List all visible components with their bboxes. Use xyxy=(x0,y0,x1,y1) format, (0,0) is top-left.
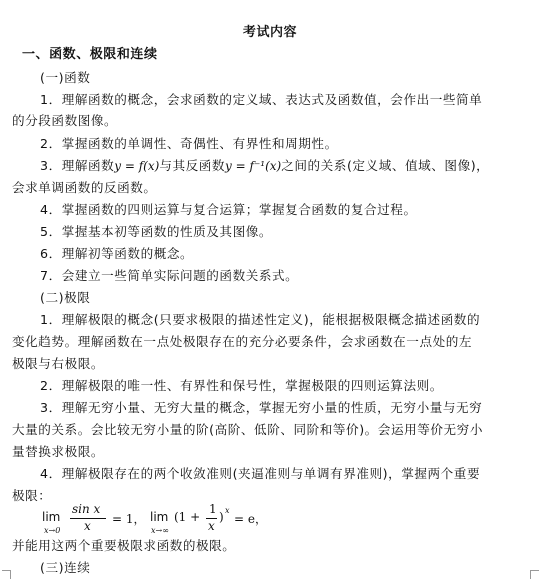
fraction-denominator: x xyxy=(84,519,91,533)
paragraph-line: 7．会建立一些简单实际问题的函数关系式。 xyxy=(40,268,299,283)
paragraph-line: 量替换求极限。 xyxy=(12,444,105,459)
paragraph-line: 1．理解极限的概念(只要求极限的描述性定义)，能根据极限概念描述函数的 xyxy=(40,312,481,327)
page-title: 考试内容 xyxy=(242,25,298,40)
paragraph-line: 4．掌握函数的四则运算与复合运算；掌握复合函数的复合过程。 xyxy=(40,202,417,217)
paragraph-line: 3．理解无穷小量、无穷大量的概念，掌握无穷小量的性质，无穷小量与无穷 xyxy=(40,400,483,415)
fraction-numerator: sin x xyxy=(72,502,101,516)
paragraph-line: 会求单调函数的反函数。 xyxy=(12,180,157,195)
math-expression: y = f⁻¹(x) xyxy=(225,159,282,173)
paragraph-line: 极限： xyxy=(12,488,52,503)
paragraph-line xyxy=(40,158,540,174)
lim-operator: lim xyxy=(150,510,169,524)
text-span: 之间的关系(定义域、值域、图像)， xyxy=(281,158,490,173)
limit-formula xyxy=(42,502,342,534)
page-corner-mark xyxy=(530,570,539,579)
lim-subscript: x→0 xyxy=(44,526,61,535)
equals-e: = e， xyxy=(234,512,267,526)
text-span: 3．理解函数 xyxy=(40,158,115,173)
fraction-denominator: x xyxy=(208,519,215,533)
fraction-numerator: 1 xyxy=(209,502,217,516)
subsection-heading: (一)函数 xyxy=(40,70,91,85)
text-span: 与其反函数 xyxy=(159,158,226,173)
paragraph-line: 变化趋势。理解函数在一点处极限存在的充分必要条件，会求函数在一点处的左 xyxy=(12,334,473,349)
paragraph-line: 2．掌握函数的单调性、奇偶性、有界性和周期性。 xyxy=(40,136,338,151)
subsection-heading: (三)连续 xyxy=(40,560,91,575)
lim-subscript: x→∞ xyxy=(151,526,169,535)
close-paren: ) xyxy=(219,510,224,524)
paragraph-line: 1．理解函数的概念，会求函数的定义域、表达式及函数值，会作出一些简单 xyxy=(40,92,483,107)
paragraph-line: 2．理解极限的唯一性、有界性和保号性，掌握极限的四则运算法则。 xyxy=(40,378,443,393)
paragraph-line: 极限与右极限。 xyxy=(12,356,105,371)
exponent: x xyxy=(225,506,230,515)
equals-one: = 1， xyxy=(112,512,146,526)
paragraph-line: 并能用这两个重要极限求函数的极限。 xyxy=(12,538,236,553)
subsection-heading: (二)极限 xyxy=(40,290,91,305)
paragraph-line: 6．理解初等函数的概念。 xyxy=(40,246,194,261)
paragraph-line: 4．理解极限存在的两个收敛准则(夹逼准则与单调有界准则)，掌握两个重要 xyxy=(40,466,481,481)
paragraph-line: 大量的关系。会比较无穷小量的阶(高阶、低阶、同阶和等价)。会运用等价无穷小 xyxy=(12,422,483,437)
open-paren: (1 + xyxy=(174,510,201,524)
section-heading: 一、函数、极限和连续 xyxy=(22,47,158,62)
paragraph-line: 的分段函数图像。 xyxy=(12,113,118,128)
lim-operator: lim xyxy=(42,510,61,524)
page-corner-mark xyxy=(2,570,11,579)
paragraph-line: 5．掌握基本初等函数的性质及其图像。 xyxy=(40,224,273,239)
math-expression: y = f(x) xyxy=(114,159,160,173)
